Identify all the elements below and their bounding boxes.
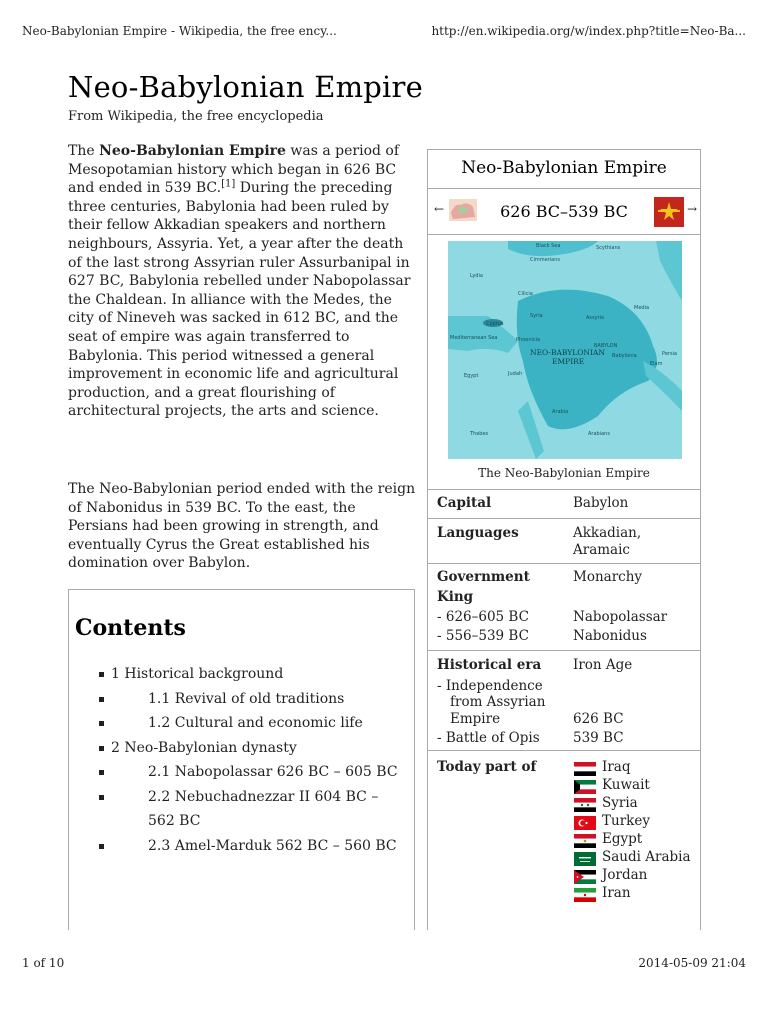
toc-list (111, 662, 401, 858)
saudi-arabia-flag-icon (574, 852, 596, 866)
capital-value[interactable]: Babylon (573, 495, 629, 511)
map-label: Cyprus (486, 321, 504, 327)
map-label: Babylonia (612, 353, 637, 359)
languages-label: Languages (437, 525, 519, 541)
page-subtitle: From Wikipedia, the free encyclopedia (68, 109, 324, 124)
event-1-value: 626 BC (573, 711, 624, 727)
next-arrow-icon[interactable]: → (686, 202, 697, 216)
kuwait-flag-icon (574, 780, 596, 794)
era-value[interactable]: Iron Age (573, 657, 633, 673)
map-empire-label: EMPIRE (552, 357, 585, 366)
browser-url[interactable]: http://en.wikipedia.org/w/index.php?title=Neo-Ba... (431, 24, 746, 38)
toc-subitem-label[interactable]: 2.3 Amel-Marduk 562 BC – 560 BC (148, 837, 397, 854)
map-label: Scythians (596, 245, 621, 251)
turkey-flag-icon (574, 816, 596, 830)
country-link[interactable]: Kuwait (602, 777, 650, 793)
toc-subitem-label[interactable]: 1.1 Revival of old traditions (148, 690, 345, 707)
map-label: Cilicia (518, 291, 533, 297)
syria-flag-icon (574, 798, 596, 812)
map-label: Mediterranean Sea (450, 335, 498, 341)
toc-subitem[interactable] (111, 687, 401, 712)
intro-mid: was a period of Mesopotamian history which began in 626 BC and ended in 539 BC. (68, 143, 400, 197)
map-label: Arabia (552, 409, 569, 415)
divider (428, 563, 700, 564)
map-label: Cimmerians (530, 257, 560, 263)
map-label: Phoenicia (516, 337, 541, 343)
map-caption: The Neo-Babylonian Empire (478, 466, 650, 480)
today-label: Today part of (437, 759, 537, 775)
egypt-flag-icon (574, 834, 596, 848)
empire-map[interactable] (448, 241, 682, 459)
map-label: Syria (530, 313, 543, 319)
intro-post: During the preceding three centuries, Babylonia had been ruled by their fellow Akkadian speakers and northern neighbours, Assyria. Yet, a year after the death of the last strong Assyrian ruler Assurbanipal in 627 BC, Babylonia rebelled under Nabopolassar the Chaldean. In alliance with the Medes, the city of Nineveh was sacked in 612 BC, and the seat of empire was again transferred to Babylonia. This period witnessed a general improvement in economic life and agricultural production, and a great flourishing of architectural projects, the arts and science. (68, 180, 411, 420)
event-1-line[interactable]: from Assyrian (450, 694, 546, 710)
prev-arrow-icon[interactable]: ← (434, 202, 445, 216)
languages-value-2[interactable]: Aramaic (573, 542, 630, 558)
intro-bold: Neo-Babylonian Empire (99, 143, 286, 159)
king-name[interactable]: Nabonidus (573, 628, 647, 644)
iran-flag-icon (574, 888, 596, 902)
second-paragraph: The Neo-Babylonian period ended with the reign of Nabonidus in 539 BC. To the east, the Persians had been growing in strength, and eventually Cyrus the Great established his domination over Babylon. (68, 481, 416, 572)
divider (428, 234, 700, 235)
infobox-title: Neo-Babylonian Empire (461, 158, 667, 178)
map-label: Judah (508, 371, 523, 377)
country-link[interactable]: Syria (602, 795, 638, 811)
era-label: Historical era (437, 657, 542, 673)
toc-item[interactable]: 1 Historical background (111, 662, 401, 687)
event-1-line[interactable]: - Independence (437, 678, 543, 694)
print-header (22, 24, 746, 40)
toc-subitem[interactable] (111, 760, 401, 785)
reference-link[interactable]: [1] (221, 178, 236, 190)
toc-subitem[interactable] (111, 711, 401, 736)
map-label: Arabians (588, 431, 610, 437)
country-link[interactable]: Saudi Arabia (602, 849, 691, 865)
country-link[interactable]: Egypt (602, 831, 643, 847)
next-state-standard-icon[interactable] (654, 197, 684, 227)
browser-page-title: Neo-Babylonian Empire - Wikipedia, the free ency... (22, 24, 337, 38)
divider (428, 650, 700, 651)
divider (428, 188, 700, 189)
map-label: BABYLON (594, 343, 618, 349)
map-label: Egypt (464, 373, 479, 379)
intro-paragraph (68, 142, 418, 421)
event-2-label[interactable]: - Battle of Opis (437, 730, 540, 746)
intro-pre: The (68, 143, 100, 159)
event-1-line[interactable]: Empire (450, 711, 501, 727)
divider (428, 489, 700, 490)
government-label: Government (437, 569, 530, 585)
infobox (427, 149, 701, 930)
page-title: Neo-Babylonian Empire (68, 70, 423, 104)
page-number: 1 of 10 (22, 956, 65, 970)
divider (428, 750, 700, 751)
country-link[interactable]: Iran (602, 885, 631, 901)
toc-subitem[interactable] (111, 834, 401, 859)
map-label: Lydia (470, 273, 483, 279)
capital-label: Capital (437, 495, 492, 511)
jordan-flag-icon (574, 870, 596, 884)
table-of-contents (68, 589, 415, 930)
toc-subitem[interactable] (111, 785, 401, 834)
map-label: Elam (650, 361, 663, 367)
event-2-value: 539 BC (573, 730, 624, 746)
map-label: Media (634, 305, 650, 311)
divider (428, 518, 700, 519)
infobox-dates: 626 BC–539 BC (500, 202, 628, 221)
toc-subitem-label[interactable]: 1.2 Cultural and economic life (148, 715, 363, 731)
toc-item[interactable]: 2 Neo-Babylonian dynasty (111, 736, 401, 761)
map-label: Persia (662, 351, 678, 357)
toc-subitem-label[interactable]: 2.1 Nabopolassar 626 BC – 605 BC (148, 764, 398, 780)
king-name[interactable]: Nabopolassar (573, 609, 668, 625)
country-link[interactable]: Turkey (602, 813, 650, 829)
country-link[interactable]: Iraq (602, 759, 631, 775)
print-timestamp: 2014-05-09 21:04 (638, 956, 746, 970)
king-years: - 556–539 BC (437, 628, 529, 644)
king-years: - 626–605 BC (437, 609, 529, 625)
government-value[interactable]: Monarchy (573, 569, 643, 585)
country-link[interactable]: Jordan (602, 867, 648, 883)
map-label: Assyria (586, 315, 605, 321)
map-label: Black Sea (536, 243, 561, 249)
toc-heading: Contents (75, 615, 186, 641)
iraq-flag-icon (574, 762, 596, 776)
map-label: Thebes (470, 431, 489, 437)
toc-subitem-label[interactable]: 2.2 Nebuchadnezzar II 604 BC – 562 BC (148, 788, 379, 829)
map-empire-label: NEO-BABYLONIAN (530, 348, 605, 357)
languages-value-1[interactable]: Akkadian, (573, 525, 642, 541)
king-label: King (437, 589, 474, 605)
